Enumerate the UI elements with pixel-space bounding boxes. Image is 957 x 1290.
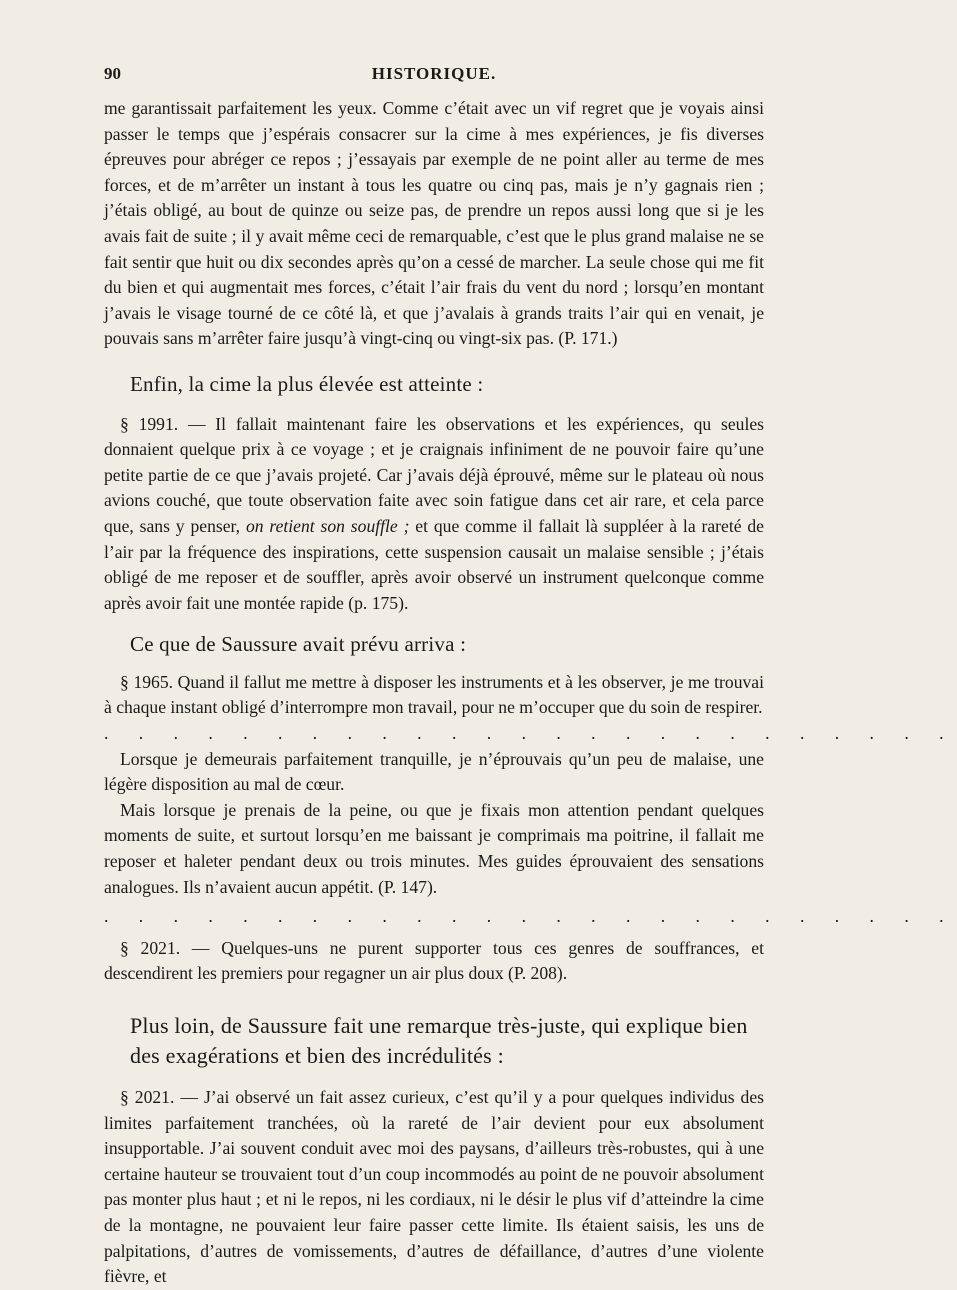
paragraph-2021-b: § 2021. — J’ai observé un fait assez curieux, c’est qu’il y a pour quelques individus des limites parfaitement tranchées, où la rareté de l’air devient pour eux absolument insupportable. J’ai souvent conduit avec moi des paysans, d’ailleurs très-robustes, qui à une certaine hauteur se trouvaient tout d’un coup incommodés au point de ne pouvoir absolument pas monter plus haut ; et ni le repos, ni les cordiaux, ni le désir le plus vif d’atteindre la cime de la montagne, ne pouvaient leur faire passer cette limite. Ils étaient saisis, les uns de palpitations, d’autres de vomissements, d’autres de défaillance, d’autres d’une violente fièvre, et	[104, 1087, 764, 1287]
paragraph-tranquille: Lorsque je demeurais parfaitement tranquille, je n’éprouvais qu’un peu de malaise, une légère disposition au mal de cœur.	[104, 748, 764, 795]
section-heading-summit: Enfin, la cime la plus élevée est atteinte :	[130, 371, 484, 396]
section-heading-remarque: Plus loin, de Saussure fait une remarque très-juste, qui explique bien des exagérations et bien des incrédulités :	[130, 1013, 748, 1068]
ellipsis-row: . . . . . . . . . . . . . . . . . . . . . . . . .	[104, 723, 957, 744]
paragraph-1991-text: § 1991. — Il fallait maintenant faire les observations et les expériences, qu seules donnaient quelque prix à ce voyage ; et je craignais infiniment de ne pouvoir faire qu’une petite partie de ce que j’avais projeté. Car j’avais déjà éprouvé, même sur le plateau où nous avions couché, que toute observation faite avec soin fatigue dans cet air rare, et cela parce que, sans y penser,	[104, 413, 764, 536]
emphasis-souffle: on retient son souffle ;	[245, 515, 410, 536]
section-heading-prevu: Ce que de Saussure avait prévu arriva :	[130, 632, 467, 657]
paragraph-1991	[104, 412, 764, 617]
paragraph-peine: Mais lorsque je prenais de la peine, ou que je fixais mon attention pendant quelques moments de suite, et surtout lorsqu’en me baissant je comprimais ma poitrine, il fallait me reposer et haleter pendant deux ou trois minutes. Mes guides éprouvaient des sensations analogues. Ils n’avaient aucun appétit. (P. 147).	[104, 799, 764, 897]
running-title: HISTORIQUE.	[371, 64, 497, 83]
page-body	[104, 96, 957, 1290]
paragraph-2021-a: § 2021. — Quelques-uns ne purent supporter tous ces genres de souffrances, et descendirent les premiers pour regagner un air plus doux (P. 208).	[104, 937, 764, 984]
page-number: 90	[104, 64, 121, 83]
paragraph-1991-text-end: et que comme il fallait là suppléer à la rareté de l’air par la fréquence des inspirations, cette suspension causait un malaise sensible ; j’étais obligé de me reposer et de souffler, après avoir observé un instrument quelconque comme après avoir fait une montée rapide (p. 175).	[104, 515, 764, 613]
page-header	[104, 64, 764, 88]
paragraph-continued: me garantissait parfaitement les yeux. Comme c’était avec un vif regret que je voyais ainsi passer le temps que j’espérais consacrer sur la cime à mes expériences, je fis diverses épreuves pour abréger ce repos ; j’essayais par exemple de ne point aller au terme de mes forces, et de m’arrêter un instant à tous les quatre ou cinq pas, mais je n’y gagnais rien ; j’étais obligé, au bout de quinze ou seize pas, de prendre un repos aussi long que si je les avais fait de suite ; il y avait même ceci de remarquable, c’est que le plus grand malaise ne se fait sentir que huit ou dix secondes après qu’on a cessé de marcher. La seule chose qui me fit du bien et qui augmentait mes forces, c’était l’air frais du vent du nord ; lorsqu’en montant j’avais le visage tourné de ce côté là, et que j’avalais à grands traits l’air qui en venait, je pouvais sans m’arrêter faire jusqu’à vingt-cinq ou vingt-six pas. (P. 171.)	[104, 98, 764, 349]
paragraph-1965: § 1965. Quand il fallut me mettre à disposer les instruments et à les observer, je me trouvai à chaque instant obligé d’interrompre mon travail, pour ne m’occuper que du soin de respirer.	[104, 671, 764, 718]
ellipsis-row-2: . . . . . . . . . . . . . . . . . . . . . . . . .	[104, 906, 957, 927]
